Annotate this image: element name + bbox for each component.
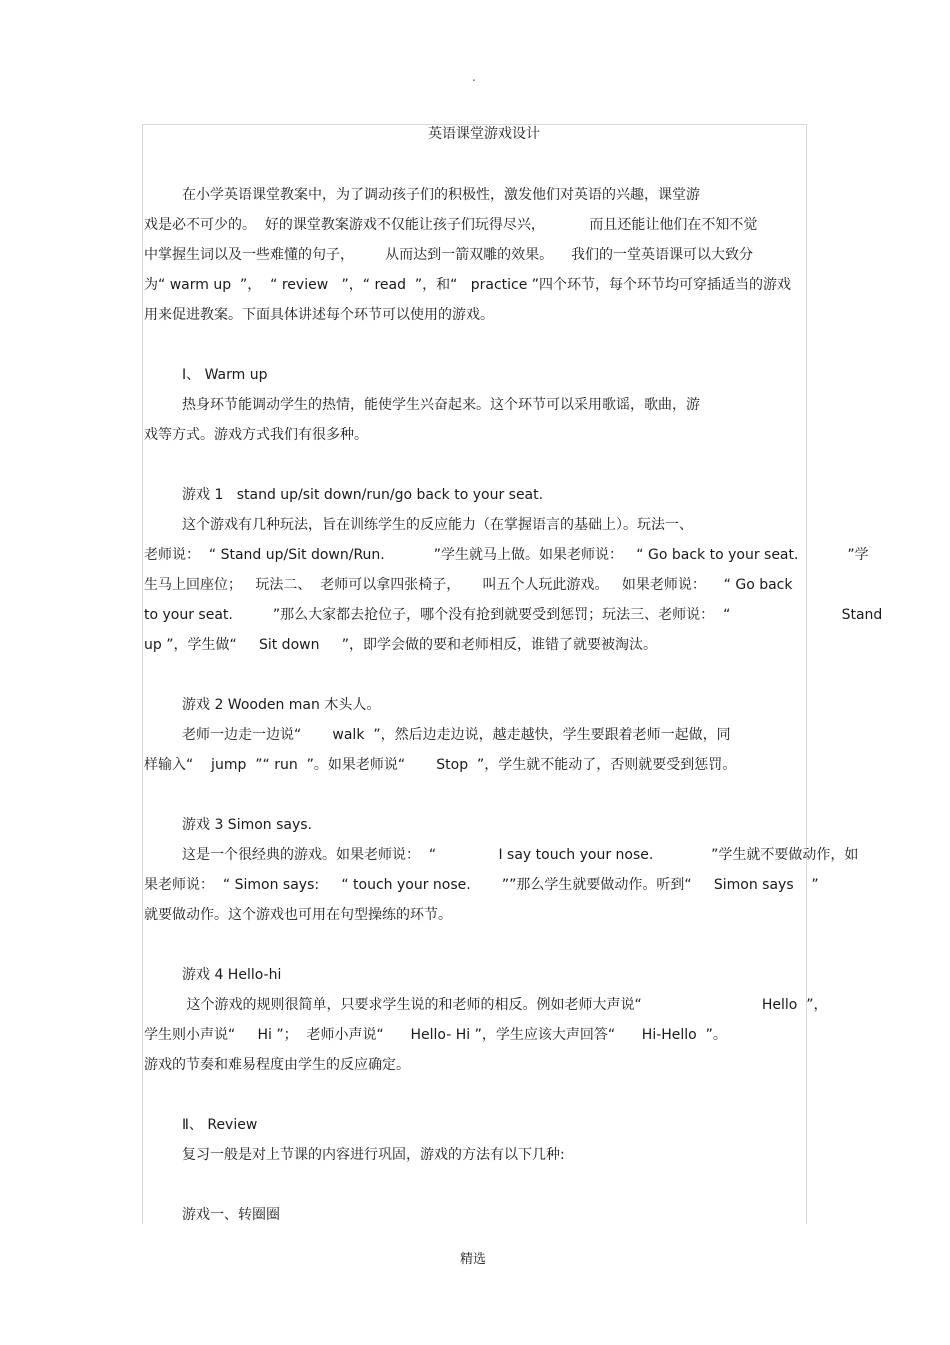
paragraph-line: 这是一个很经典的游戏。如果老师说： “ I say touch your nose. ”学生就不要做动作，如 bbox=[182, 847, 859, 863]
section-heading: Ⅰ、 Warm up bbox=[182, 367, 268, 383]
game-heading: 游戏 4 Hello-hi bbox=[182, 967, 282, 983]
paragraph-line: to your seat. ”那么大家都去抢位子，哪个没有抢到就要受到惩罚；玩法三、老师说： “ Stand bbox=[144, 607, 883, 623]
page-top-mark: . bbox=[472, 70, 476, 84]
paragraph-line: 游戏的节奏和难易程度由学生的反应确定。 bbox=[144, 1057, 410, 1073]
game-heading: 游戏 2 Wooden man 木头人。 bbox=[182, 697, 381, 713]
paragraph-line: 为“ warm up ”， “ review ”，“ read ”，和“ practice ”四个环节，每个环节均可穿插适当的游戏 bbox=[144, 277, 792, 293]
game-heading: 游戏 3 Simon says. bbox=[182, 817, 313, 833]
paragraph-line: 戏是必不可少的。 好的课堂教案游戏不仅能让孩子们玩得尽兴， 而且还能让他们在不知不觉 bbox=[144, 217, 758, 233]
paragraph-line: 热身环节能调动学生的热情，能使学生兴奋起来。这个环节可以采用歌谣，歌曲，游 bbox=[182, 397, 700, 413]
game-heading: 游戏 1 stand up/sit down/run/go back to your seat. bbox=[182, 487, 544, 503]
paragraph-line: 这个游戏的规则很简单，只要求学生说的和老师的相反。例如老师大声说“ Hello ”， bbox=[182, 997, 828, 1013]
paragraph-line: 中掌握生词以及一些难懂的句子， 从而达到一箭双雕的效果。 我们的一堂英语课可以大致分 bbox=[144, 247, 753, 263]
paragraph-line: up ”，学生做“ Sit down ”，即学会做的要和老师相反，谁错了就要被淘汰。 bbox=[144, 637, 657, 653]
section-heading: Ⅱ、 Review bbox=[182, 1117, 258, 1133]
paragraph-line: 就要做动作。这个游戏也可用在句型操练的环节。 bbox=[144, 907, 452, 923]
paragraph-line: 这个游戏有几种玩法，旨在训练学生的反应能力（在掌握语言的基础上）。玩法一、 bbox=[182, 517, 693, 533]
paragraph-line: 戏等方式。游戏方式我们有很多种。 bbox=[144, 427, 368, 443]
game-heading: 游戏一、转圈圈 bbox=[182, 1207, 280, 1223]
paragraph-line: 老师一边走一边说“ walk ”，然后边走边说，越走越快，学生要跟着老师一起做，同 bbox=[182, 727, 731, 743]
paragraph-line: 在小学英语课堂教案中，为了调动孩子们的积极性，激发他们对英语的兴趣，课堂游 bbox=[182, 187, 700, 203]
paragraph-line: 学生则小声说“ Hi ”； 老师小声说“ Hello- Hi ”，学生应该大声回答“ Hi-Hello ”。 bbox=[144, 1027, 727, 1043]
paragraph-line: 果老师说： “ Simon says: “ touch your nose. ””那么学生就要做动作。听到“ Simon says ” bbox=[144, 877, 819, 893]
paragraph-line: 生马上回座位； 玩法二、 老师可以拿四张椅子， 叫五个人玩此游戏。 如果老师说： “ Go back bbox=[144, 577, 793, 593]
page-footer: 精选 bbox=[460, 1252, 487, 1267]
paragraph-line: 样输入“ jump ”“ run ”。如果老师说“ Stop ”，学生就不能动了，否则就要受到惩罚。 bbox=[144, 757, 737, 773]
paragraph-line: 老师说： “ Stand up/Sit down/Run. ”学生就马上做。如果老师说： “ Go back to your seat. ”学 bbox=[144, 547, 869, 563]
paragraph-line: 复习一般是对上节课的内容进行巩固，游戏的方法有以下几种: bbox=[182, 1147, 565, 1163]
paragraph-line: 用来促进教案。下面具体讲述每个环节可以使用的游戏。 bbox=[144, 307, 494, 323]
document-title: 英语课堂游戏设计 bbox=[428, 126, 540, 142]
